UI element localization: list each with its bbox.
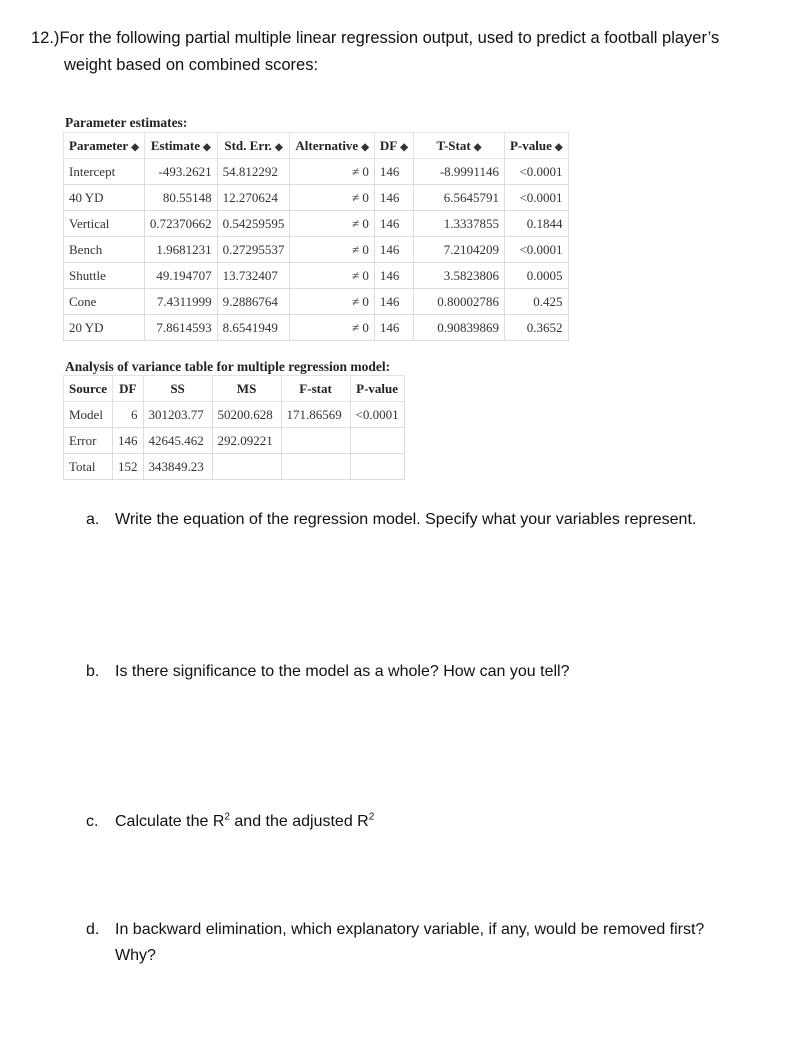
cell-parameter: Vertical — [64, 211, 145, 237]
cell-estimate: 1.9681231 — [144, 237, 217, 263]
cell-f-stat — [281, 454, 350, 480]
cell-std-err: 54.812292 — [217, 159, 290, 185]
sort-arrows-icon[interactable]: ◆ — [554, 141, 563, 153]
table-row — [64, 237, 569, 263]
cell-std-err: 0.54259595 — [217, 211, 290, 237]
cell-df: 6 — [113, 402, 144, 428]
item-letter: d. — [86, 921, 100, 938]
sort-arrows-icon[interactable]: ◆ — [202, 141, 211, 153]
table-row — [64, 185, 569, 211]
cell-p-value: <0.0001 — [504, 185, 568, 211]
sort-arrows-icon[interactable]: ◆ — [131, 141, 139, 153]
column-header-df: DF — [113, 376, 144, 402]
cell-estimate: 0.72370662 — [144, 211, 217, 237]
column-header-std-err[interactable]: Std. Err. ◆ — [217, 133, 290, 159]
question-item-a — [86, 507, 776, 533]
cell-alternative: ≠ 0 — [290, 289, 375, 315]
cell-p-value: 0.0005 — [504, 263, 568, 289]
item-letter: b. — [86, 663, 100, 680]
cell-df: 152 — [113, 454, 144, 480]
table-row — [64, 428, 405, 454]
cell-df: 146 — [374, 315, 413, 341]
column-header-parameter[interactable]: Parameter ◆ — [64, 133, 145, 159]
cell-p-value: <0.0001 — [504, 237, 568, 263]
cell-t-stat: 0.80002786 — [413, 289, 504, 315]
cell-alternative: ≠ 0 — [290, 185, 375, 211]
cell-df: 146 — [374, 263, 413, 289]
cell-t-stat: 1.3337855 — [413, 211, 504, 237]
cell-std-err: 12.270624 — [217, 185, 290, 211]
cell-p-value — [350, 454, 404, 480]
column-header-p-value: P-value — [350, 376, 404, 402]
cell-ss: 343849.23 — [143, 454, 212, 480]
cell-p-value — [350, 428, 404, 454]
cell-ss: 42645.462 — [143, 428, 212, 454]
cell-t-stat: 3.5823806 — [413, 263, 504, 289]
anova-table — [63, 375, 405, 480]
column-header-f-stat: F-stat — [281, 376, 350, 402]
parameter-estimates-table — [63, 132, 569, 341]
cell-ss: 301203.77 — [143, 402, 212, 428]
cell-estimate: 49.194707 — [144, 263, 217, 289]
item-letter: a. — [86, 511, 100, 528]
question-text-line2: weight based on combined scores: — [64, 56, 319, 74]
cell-std-err: 8.6541949 — [217, 315, 290, 341]
item-text: Calculate the $R^2$ and the adjusted $R^2$ — [115, 811, 375, 830]
cell-df: 146 — [374, 237, 413, 263]
cell-parameter: 40 YD — [64, 185, 145, 211]
cell-t-stat: 7.2104209 — [413, 237, 504, 263]
cell-f-stat: 171.86569 — [281, 402, 350, 428]
sort-arrows-icon[interactable]: ◆ — [274, 141, 283, 153]
cell-df: 146 — [374, 289, 413, 315]
cell-alternative: ≠ 0 — [290, 315, 375, 341]
sort-arrows-icon[interactable]: ◆ — [361, 141, 369, 153]
cell-alternative: ≠ 0 — [290, 159, 375, 185]
cell-p-value: <0.0001 — [504, 159, 568, 185]
column-header-source: Source — [64, 376, 113, 402]
question-item-d — [86, 917, 776, 969]
column-header-ms: MS — [212, 376, 281, 402]
parameter-table-header — [64, 133, 569, 159]
cell-std-err: 0.27295537 — [217, 237, 290, 263]
cell-source: Total — [64, 454, 113, 480]
cell-t-stat: -8.9991146 — [413, 159, 504, 185]
table-row — [64, 211, 569, 237]
cell-alternative: ≠ 0 — [290, 237, 375, 263]
cell-parameter: Intercept — [64, 159, 145, 185]
table-row — [64, 454, 405, 480]
column-header-p-value[interactable]: P-value ◆ — [504, 133, 568, 159]
cell-estimate: -493.2621 — [144, 159, 217, 185]
table-row — [64, 159, 569, 185]
anova-table-caption: Analysis of variance table for multiple regression model: — [65, 359, 391, 374]
cell-t-stat: 0.90839869 — [413, 315, 504, 341]
cell-parameter: Shuttle — [64, 263, 145, 289]
cell-source: Error — [64, 428, 113, 454]
question-text-line1: For the following partial multiple linear regression output, used to predict a football player’s — [59, 29, 720, 47]
cell-p-value: 0.3652 — [504, 315, 568, 341]
cell-ms: 50200.628 — [212, 402, 281, 428]
column-header-alternative[interactable]: Alternative ◆ — [290, 133, 375, 159]
cell-ms: 292.09221 — [212, 428, 281, 454]
cell-f-stat — [281, 428, 350, 454]
cell-p-value: <0.0001 — [350, 402, 404, 428]
cell-parameter: Bench — [64, 237, 145, 263]
cell-estimate: 7.4311999 — [144, 289, 217, 315]
cell-df: 146 — [374, 185, 413, 211]
cell-alternative: ≠ 0 — [290, 211, 375, 237]
table-row — [64, 402, 405, 428]
cell-ms — [212, 454, 281, 480]
cell-p-value: 0.1844 — [504, 211, 568, 237]
question-item-b — [86, 659, 776, 685]
column-header-ss: SS — [143, 376, 212, 402]
cell-estimate: 7.8614593 — [144, 315, 217, 341]
table-row — [64, 289, 569, 315]
cell-t-stat: 6.5645791 — [413, 185, 504, 211]
sort-arrows-icon[interactable]: ◆ — [473, 141, 482, 153]
sort-arrows-icon[interactable]: ◆ — [400, 141, 408, 153]
item-text: In backward elimination, which explanatory variable, if any, would be removed first? Why? — [115, 921, 705, 964]
question-item-c — [86, 809, 776, 835]
anova-table-header — [64, 376, 405, 402]
cell-df: 146 — [374, 211, 413, 237]
cell-parameter: Cone — [64, 289, 145, 315]
table-row — [64, 263, 569, 289]
table-row — [64, 315, 569, 341]
cell-parameter: 20 YD — [64, 315, 145, 341]
item-text: Is there significance to the model as a whole? How can you tell? — [115, 663, 570, 680]
cell-std-err: 9.2886764 — [217, 289, 290, 315]
column-header-df[interactable]: DF ◆ — [374, 133, 413, 159]
cell-estimate: 80.55148 — [144, 185, 217, 211]
cell-df: 146 — [374, 159, 413, 185]
parameter-table-caption: Parameter estimates: — [65, 115, 188, 130]
item-text: Write the equation of the regression model. Specify what your variables represent. — [115, 511, 697, 528]
question-prompt — [31, 25, 771, 79]
question-number: 12.) — [31, 29, 60, 47]
column-header-estimate[interactable]: Estimate ◆ — [144, 133, 217, 159]
cell-std-err: 13.732407 — [217, 263, 290, 289]
cell-alternative: ≠ 0 — [290, 263, 375, 289]
item-letter: c. — [86, 813, 99, 830]
cell-df: 146 — [113, 428, 144, 454]
cell-source: Model — [64, 402, 113, 428]
column-header-t-stat[interactable]: T-Stat ◆ — [413, 133, 504, 159]
cell-p-value: 0.425 — [504, 289, 568, 315]
